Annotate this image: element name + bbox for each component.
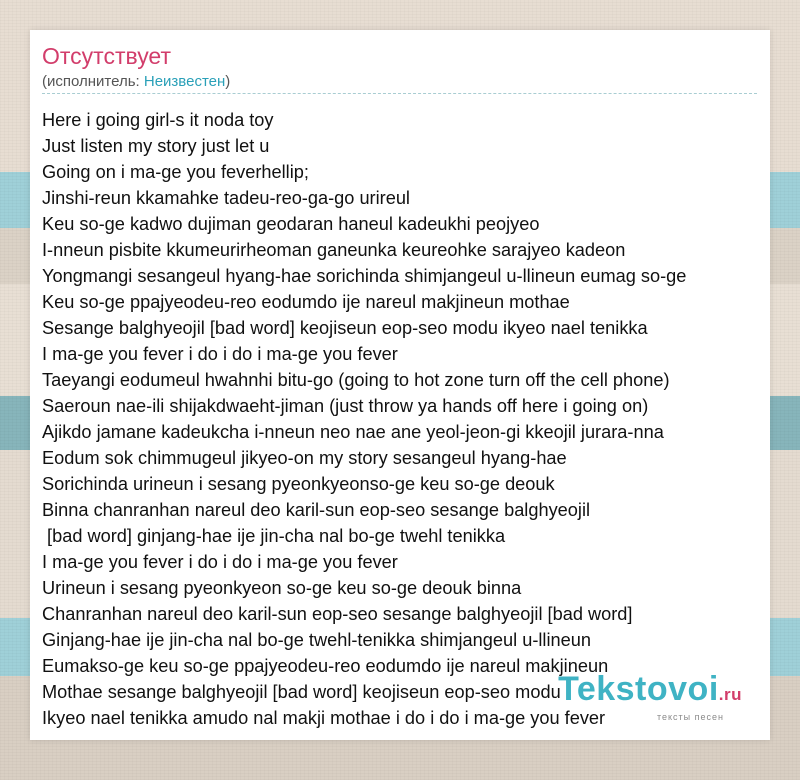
lyric-line: Going on i ma-ge you feverhellip;	[42, 162, 309, 182]
title-divider	[42, 93, 757, 94]
lyric-line: Sorichinda urineun i sesang pyeonkyeonso-ge keu so-ge deouk	[42, 474, 555, 494]
lyric-line: Chanranhan nareul deo karil-sun eop-seo sesange balghyeojil [bad word]	[42, 604, 633, 624]
lyric-line: Jinshi-reun kkamahke tadeu-reo-ga-go urireul	[42, 188, 410, 208]
watermark-tld: .ru	[718, 685, 742, 704]
lyrics-card	[30, 30, 770, 740]
lyric-line: Sesange balghyeojil [bad word] keojiseun eop-seo modu ikyeo nael tenikka	[42, 318, 648, 338]
lyric-line: Mothae sesange balghyeojil [bad word] keojiseun eop-seo modu	[42, 682, 561, 702]
lyric-line: Ajikdo jamane kadeukcha i-nneun neo nae ane yeol-jeon-gi kkeojil jurara-nna	[42, 422, 664, 442]
lyric-line: Saeroun nae-ili shijakdwaeht-jiman (just throw ya hands off here i going on)	[42, 396, 649, 416]
lyric-line: Eumakso-ge keu so-ge ppajyeodeu-reo eodumdo ije nareul makjineun	[42, 656, 609, 676]
lyric-line: Keu so-ge kadwo dujiman geodaran haneul kadeukhi peojyeo	[42, 214, 540, 234]
lyric-line: Just listen my story just let u	[42, 136, 270, 156]
song-title: Отсутствует	[42, 43, 171, 69]
lyric-line: Yongmangi sesangeul hyang-hae sorichinda shimjangeul u-llineun eumag so-ge	[42, 266, 687, 286]
lyric-line: I ma-ge you fever i do i do i ma-ge you fever	[42, 552, 398, 572]
lyric-line: Ginjang-hae ije jin-cha nal bo-ge twehl-tenikka shimjangeul u-llineun	[42, 630, 591, 650]
lyric-line: I-nneun pisbite kkumeurirheoman ganeunka keureohke sarajyeo kadeon	[42, 240, 626, 260]
lyric-line: Urineun i sesang pyeonkyeon so-ge keu so-ge deouk binna	[42, 578, 522, 598]
lyric-line: Binna chanranhan nareul deo karil-sun eop-seo sesange balghyeojil	[42, 500, 591, 520]
artist-suffix: )	[225, 73, 231, 90]
lyric-line: Taeyangi eodumeul hwahnhi bitu-go (going to hot zone turn off the cell phone)	[42, 370, 670, 390]
site-watermark	[558, 672, 742, 722]
watermark-tagline: тексты песен	[656, 712, 724, 722]
lyric-line: I ma-ge you fever i do i do i ma-ge you fever	[42, 344, 398, 364]
lyric-line: Here i going girl-s it noda toy	[42, 110, 274, 130]
lyrics-text	[42, 107, 766, 731]
watermark-logo	[558, 672, 742, 712]
lyric-line: Keu so-ge ppajyeodeu-reo eodumdo ije nareul makjineun mothae	[42, 292, 570, 312]
artist-link[interactable]: Неизвестен	[143, 73, 226, 90]
artist-line	[42, 73, 230, 91]
lyric-line: Ikyeo nael tenikka amudo nal makji mothae i do i do i ma-ge you fever	[42, 708, 606, 728]
artist-prefix: (исполнитель:	[42, 73, 144, 90]
watermark-brand: Tekstovoi	[558, 670, 719, 708]
lyric-line: Eodum sok chimmugeul jikyeo-on my story sesangeul hyang-hae	[42, 448, 567, 468]
lyric-line: [bad word] ginjang-hae ije jin-cha nal bo-ge twehl tenikka	[42, 526, 506, 546]
